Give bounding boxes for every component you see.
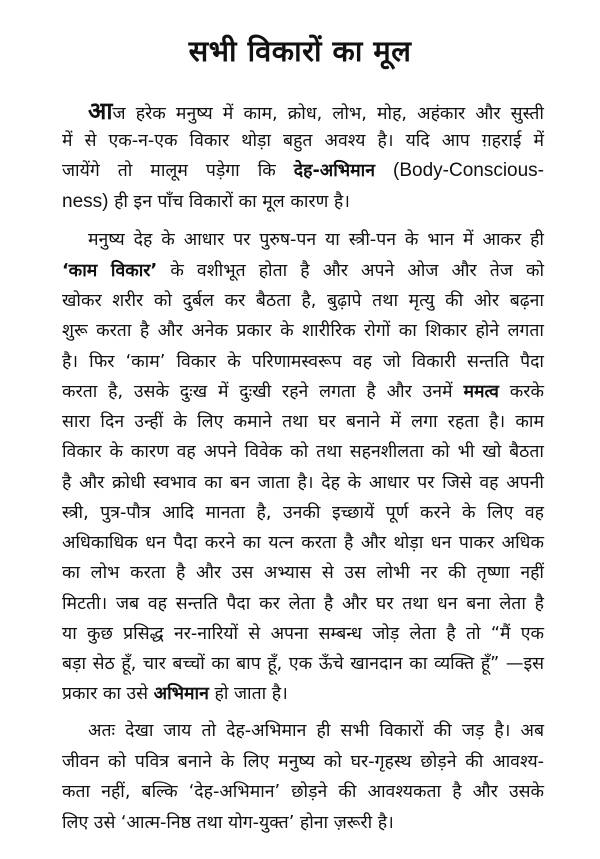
p1-line-4	[62, 187, 544, 217]
p2-line-3: खोकर शरीर को दुर्बल कर बैठता है, बुढ़ापे तथा मृत्यु की ओर बढ़ना	[62, 291, 544, 311]
p3-line-1-text: अतः देखा जाय तो देह-अभिमान ही सभी विकारों की जड़ है। अब	[88, 721, 544, 741]
p2-line-12: का लोभ करता है और उस अभ्यास से उस लोभी नर की तृष्णा नहीं	[62, 563, 544, 583]
p3-line-2: जीवन को पवित्र बनाने के लिए मनुष्य को घर-गृहस्थ छोड़ने की आवश्य-	[62, 752, 544, 772]
p3-line-4: लिए उसे ‘आत्म-निष्ठ तथा योग-युक्त’ होना ज़रूरी है।	[62, 813, 394, 833]
p2-line-9: है और क्रोधी स्वभाव का बन जाता है। देह के आधार पर जिसे वह अपनी	[62, 473, 544, 493]
page-title: सभी विकारों का मूल	[188, 34, 412, 68]
p2-line-16-text-c: हो जाता है।	[214, 684, 288, 704]
p1-line-1-text: ज हरेक मनुष्य में काम, क्रोध, लोभ, मोह, अहंकार और सुस्ती	[112, 104, 544, 124]
p2-line-5: है। फिर ‘काम’ विकार के परिणामस्वरूप वह जो विकारी सन्तति पैदा	[62, 352, 544, 372]
p2-line-6-text-a: करता है, उसके दुःख में दुःखी रहने लगता है और उनमें	[62, 382, 453, 402]
p2-line-6	[62, 377, 544, 407]
p2-line-13: मिटती। जब वह सन्तति पैदा कर लेता है और घर तथा धन बना लेता है	[62, 594, 544, 614]
p1-line-1	[62, 96, 544, 129]
highlight-mamatva: ममत्व	[463, 382, 499, 402]
p2-line-16-text-a: प्रकार का उसे	[62, 684, 149, 704]
p2-line-8: विकार के कारण वह अपने विवेक को तथा सहनशीलता को भी खो बैठता	[62, 442, 544, 462]
p2-line-1-text: मनुष्य देह के आधार पर पुरुष-पन या स्त्री-पन के भान में आकर ही	[88, 230, 544, 250]
highlight-abhimaan: अभिमान	[153, 684, 209, 704]
p2-line-1	[62, 225, 544, 255]
drop-cap: आ	[88, 97, 113, 125]
p1-line-2: में से एक-न-एक विकार थोड़ा बहुत अवश्य है। यदि आप ग़हराई में	[62, 131, 544, 151]
p2-line-2	[62, 256, 544, 286]
p3-line-3: कता नहीं, बल्कि ‘देह-अभिमान’ छोड़ने की आवश्यकता है और उसके	[62, 782, 544, 802]
english-term: (Body-Conscious-	[393, 160, 545, 181]
p1-line-3	[62, 156, 544, 186]
p2-line-7: सारा दिन उन्हीं के लिए कमाने तथा घर बनाने में लगा रहता है। काम	[62, 412, 544, 432]
p2-line-11: अधिकाधिक धन पैदा करने का यत्न करता है और थोड़ा धन पाकर अधिक	[62, 533, 544, 553]
highlight-kaam-vikaar: ‘काम विकार’	[62, 261, 158, 281]
p2-line-10: स्त्री, पुत्र-पौत्र आदि मानता है, उनकी इच्छायें पूर्ण करने के लिए वह	[62, 503, 544, 523]
p1-line-3-text-a: जायेंगे तो मालूम पड़ेगा कि	[62, 161, 276, 181]
p2-line-14: या कुछ प्रसिद्ध नर-नारियों से अपना सम्बन्ध जोड़ लेता है तो “मैं एक	[62, 624, 544, 644]
p3-line-1	[62, 716, 544, 746]
p2-line-2-text: के वशीभूत होता है और अपने ओज और तेज को	[170, 261, 545, 281]
p2-line-15: बड़ा सेठ हूँ, चार बच्चों का बाप हूँ, एक ऊँचे खानदान का व्यक्ति हूँ” —इस	[62, 654, 544, 674]
p2-line-16	[62, 679, 544, 709]
p1-line-4-text: ही इन पाँच विकारों का मूल कारण है।	[114, 192, 350, 212]
p2-line-6-text-c: करके	[509, 382, 545, 402]
highlight-deh-abhimaan: देह-अभिमान	[293, 161, 375, 181]
p2-line-4: शुरू करता है और अनेक प्रकार के शारीरिक रोगों का शिकार होने लगता	[62, 321, 544, 341]
english-term-end: ness)	[62, 191, 109, 212]
